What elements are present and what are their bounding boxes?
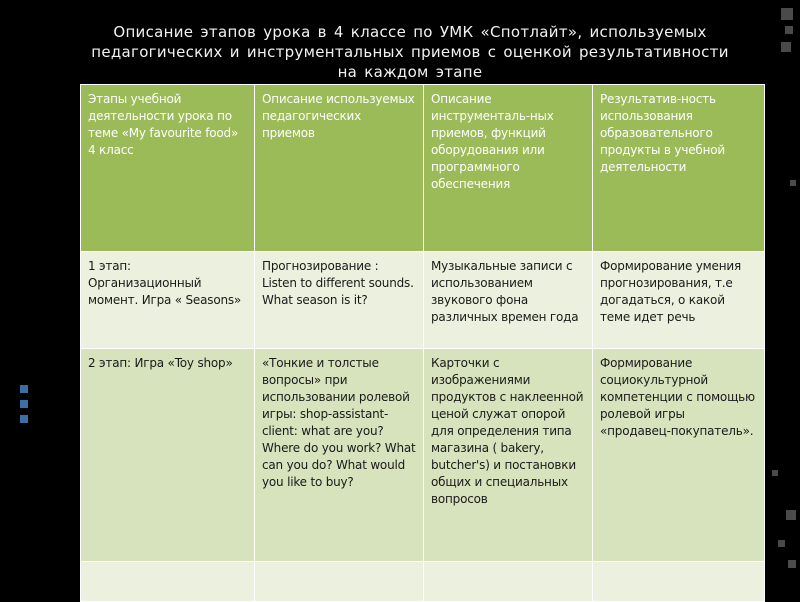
title-line-2: педагогических и инструментальных приемов с оценкой результативности xyxy=(91,43,729,61)
decorative-square xyxy=(786,510,796,520)
decorative-square xyxy=(781,8,793,20)
header-effectiveness: Результатив-ность использования образовательного продукты в учебной деятельности xyxy=(593,85,765,252)
decorative-square xyxy=(781,42,791,52)
decorative-square xyxy=(20,415,28,423)
decorative-square xyxy=(20,385,28,393)
table-cell: Формирование социокультурной компетенции с помощью ролевой игры «продавец-покупатель». xyxy=(593,349,765,562)
table-cell: 1 этап: Организационный момент. Игра « Seasons» xyxy=(81,252,255,349)
table-cell: «Тонкие и толстые вопросы» при использовании ролевой игры: shop-assistant-client: what are you? Where do you work? What can you do? What would you like to buy? xyxy=(255,349,424,562)
table-cell xyxy=(593,562,765,602)
table-header-row xyxy=(81,85,765,252)
decorative-square xyxy=(20,400,28,408)
header-stages: Этапы учебной деятельности урока по теме «My favourite food» 4 класс xyxy=(81,85,255,252)
header-instrumental-methods: Описание инструменталь-ных приемов, функций оборудования или программного обеспечения xyxy=(424,85,593,252)
decorative-square xyxy=(772,470,778,476)
table-row xyxy=(81,349,765,562)
table-cell xyxy=(424,562,593,602)
table-cell: Музыкальные записи с использованием звукового фона различных времен года xyxy=(424,252,593,349)
decorative-square xyxy=(778,540,785,547)
table-cell: Карточки с изображениями продуктов с наклеенной ценой служат опорой для определения типа магазина ( bakery, butcher's) и постановки общих и специальных вопросов xyxy=(424,349,593,562)
table-row xyxy=(81,252,765,349)
title-line-1: Описание этапов урока в 4 классе по УМК «Спотлайт», используемых xyxy=(113,23,707,41)
decorative-square xyxy=(785,26,793,34)
title-line-3: на каждом этапе xyxy=(337,63,483,81)
lesson-stages-table xyxy=(80,84,765,602)
table-cell: 2 этап: Игра «Toy shop» xyxy=(81,349,255,562)
table-row-empty xyxy=(81,562,765,602)
slide-title xyxy=(60,22,760,82)
table-cell xyxy=(81,562,255,602)
table-cell: Прогнозирование : Listen to different sounds. What season is it? xyxy=(255,252,424,349)
header-pedagogical-methods: Описание используемых педагогических приемов xyxy=(255,85,424,252)
table-cell: Формирование умения прогнозирования, т.е догадаться, о какой теме идет речь xyxy=(593,252,765,349)
decorative-square xyxy=(788,560,796,568)
table-cell xyxy=(255,562,424,602)
decorative-square xyxy=(790,180,796,186)
